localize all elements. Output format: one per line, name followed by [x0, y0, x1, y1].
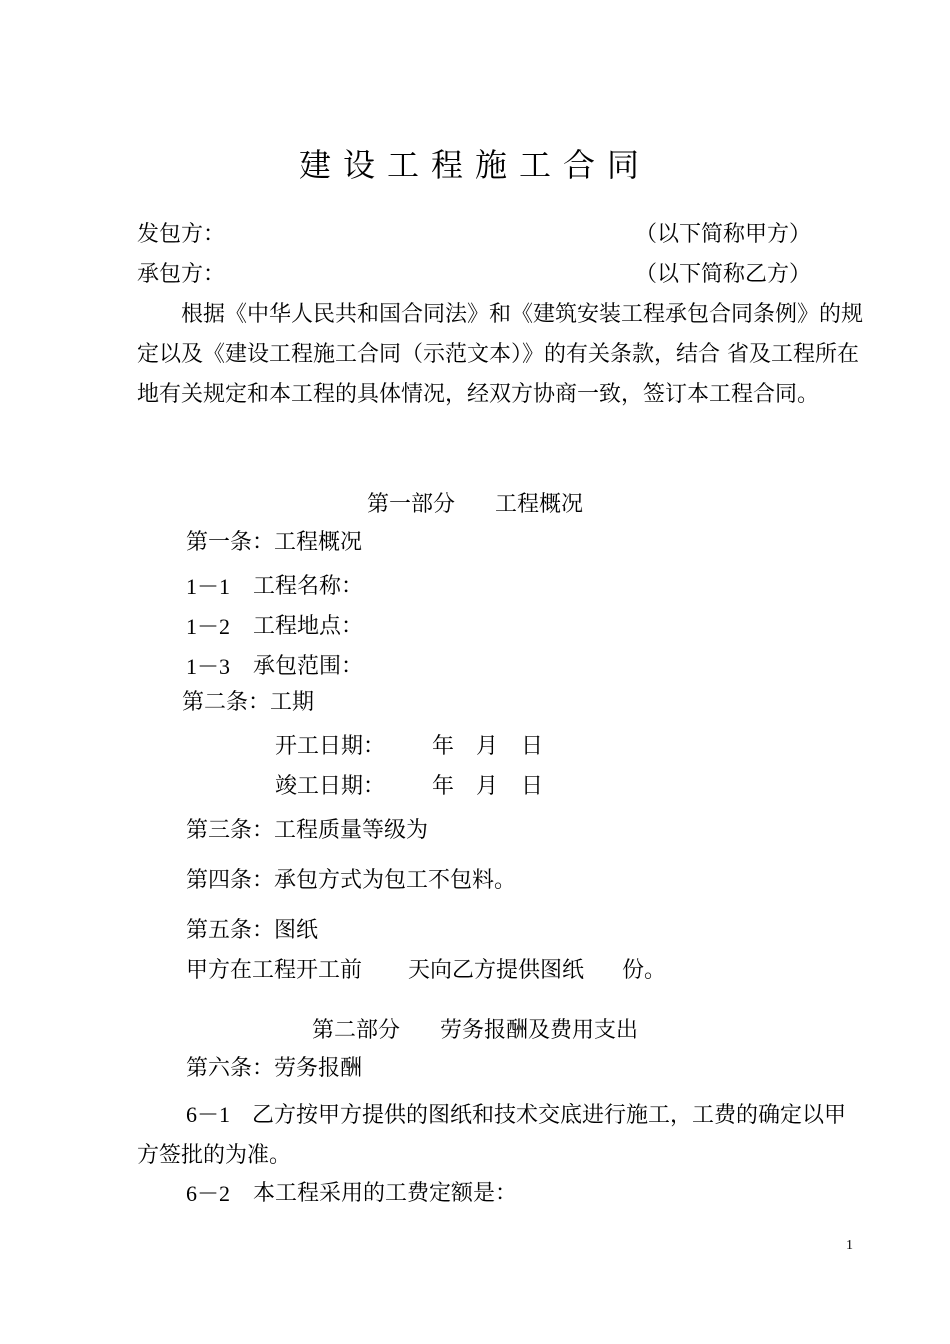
- page-number: 1: [846, 1238, 853, 1253]
- item-1-3-label: 承包范围：: [253, 654, 364, 679]
- item-6-1: [137, 1095, 867, 1176]
- end-month: 月: [476, 774, 499, 799]
- item-1-3-number: 1－3: [186, 654, 231, 679]
- item-6-2-number: 6－2: [186, 1181, 231, 1206]
- part2-heading: [0, 1016, 950, 1046]
- part2-name: 劳务报酬及费用支出: [440, 1018, 639, 1043]
- drawings-text-a: 甲方在工程开工前: [186, 958, 363, 983]
- end-date-label: 竣工日期：: [275, 774, 386, 799]
- part1-heading: [0, 490, 950, 520]
- article4-text: 第四条：承包方式为包工不包料。: [186, 868, 517, 893]
- item-6-1-text: 乙方按甲方提供的图纸和技术交底进行施工，工费的确定以甲方签批的为准。: [137, 1103, 847, 1168]
- employer-label: 发包方：: [137, 222, 226, 247]
- article1-heading: 第一条：工程概况: [186, 530, 363, 555]
- start-year: 年: [432, 734, 455, 759]
- start-date-label: 开工日期：: [275, 734, 386, 759]
- end-year: 年: [432, 774, 455, 799]
- article2-heading: 第二条：工期: [182, 690, 315, 715]
- part2-label: 第二部分: [311, 1018, 400, 1043]
- contractor-label: 承包方：: [137, 262, 226, 287]
- part1-name: 工程概况: [495, 492, 584, 517]
- article5-heading: 第五条：图纸: [186, 918, 319, 943]
- end-day: 日: [521, 774, 544, 799]
- item-1-2-number: 1－2: [186, 614, 231, 639]
- item-6-1-number: 6－1: [186, 1102, 231, 1127]
- part1-label: 第一部分: [366, 492, 455, 517]
- drawings-text-b: 天向乙方提供图纸: [408, 958, 585, 983]
- document-title: 建设工程施工合同: [298, 146, 651, 184]
- item-1-2-label: 工程地点：: [253, 614, 364, 639]
- item-6-2-text: 本工程采用的工费定额是：: [253, 1181, 518, 1206]
- intro-paragraph: 根据《中华人民共和国合同法》和《建筑安装工程承包合同条例》的规定以及《建设工程施工合同（示范文本）》的有关条款，结合 省及工程所在地有关规定和本工程的具体情况，经双方协商一致，签订本工程合同。: [137, 302, 864, 407]
- item-1-1-number: 1－1: [186, 574, 231, 599]
- start-month: 月: [476, 734, 499, 759]
- contractor-note: （以下简称乙方）: [635, 262, 812, 287]
- start-day: 日: [521, 734, 544, 759]
- item-1-1-label: 工程名称：: [253, 574, 364, 599]
- drawings-text-c: 份。: [622, 958, 667, 983]
- employer-note: （以下简称甲方）: [635, 222, 812, 247]
- article3-text: 第三条：工程质量等级为: [186, 818, 429, 843]
- article6-heading: 第六条：劳务报酬: [186, 1056, 363, 1081]
